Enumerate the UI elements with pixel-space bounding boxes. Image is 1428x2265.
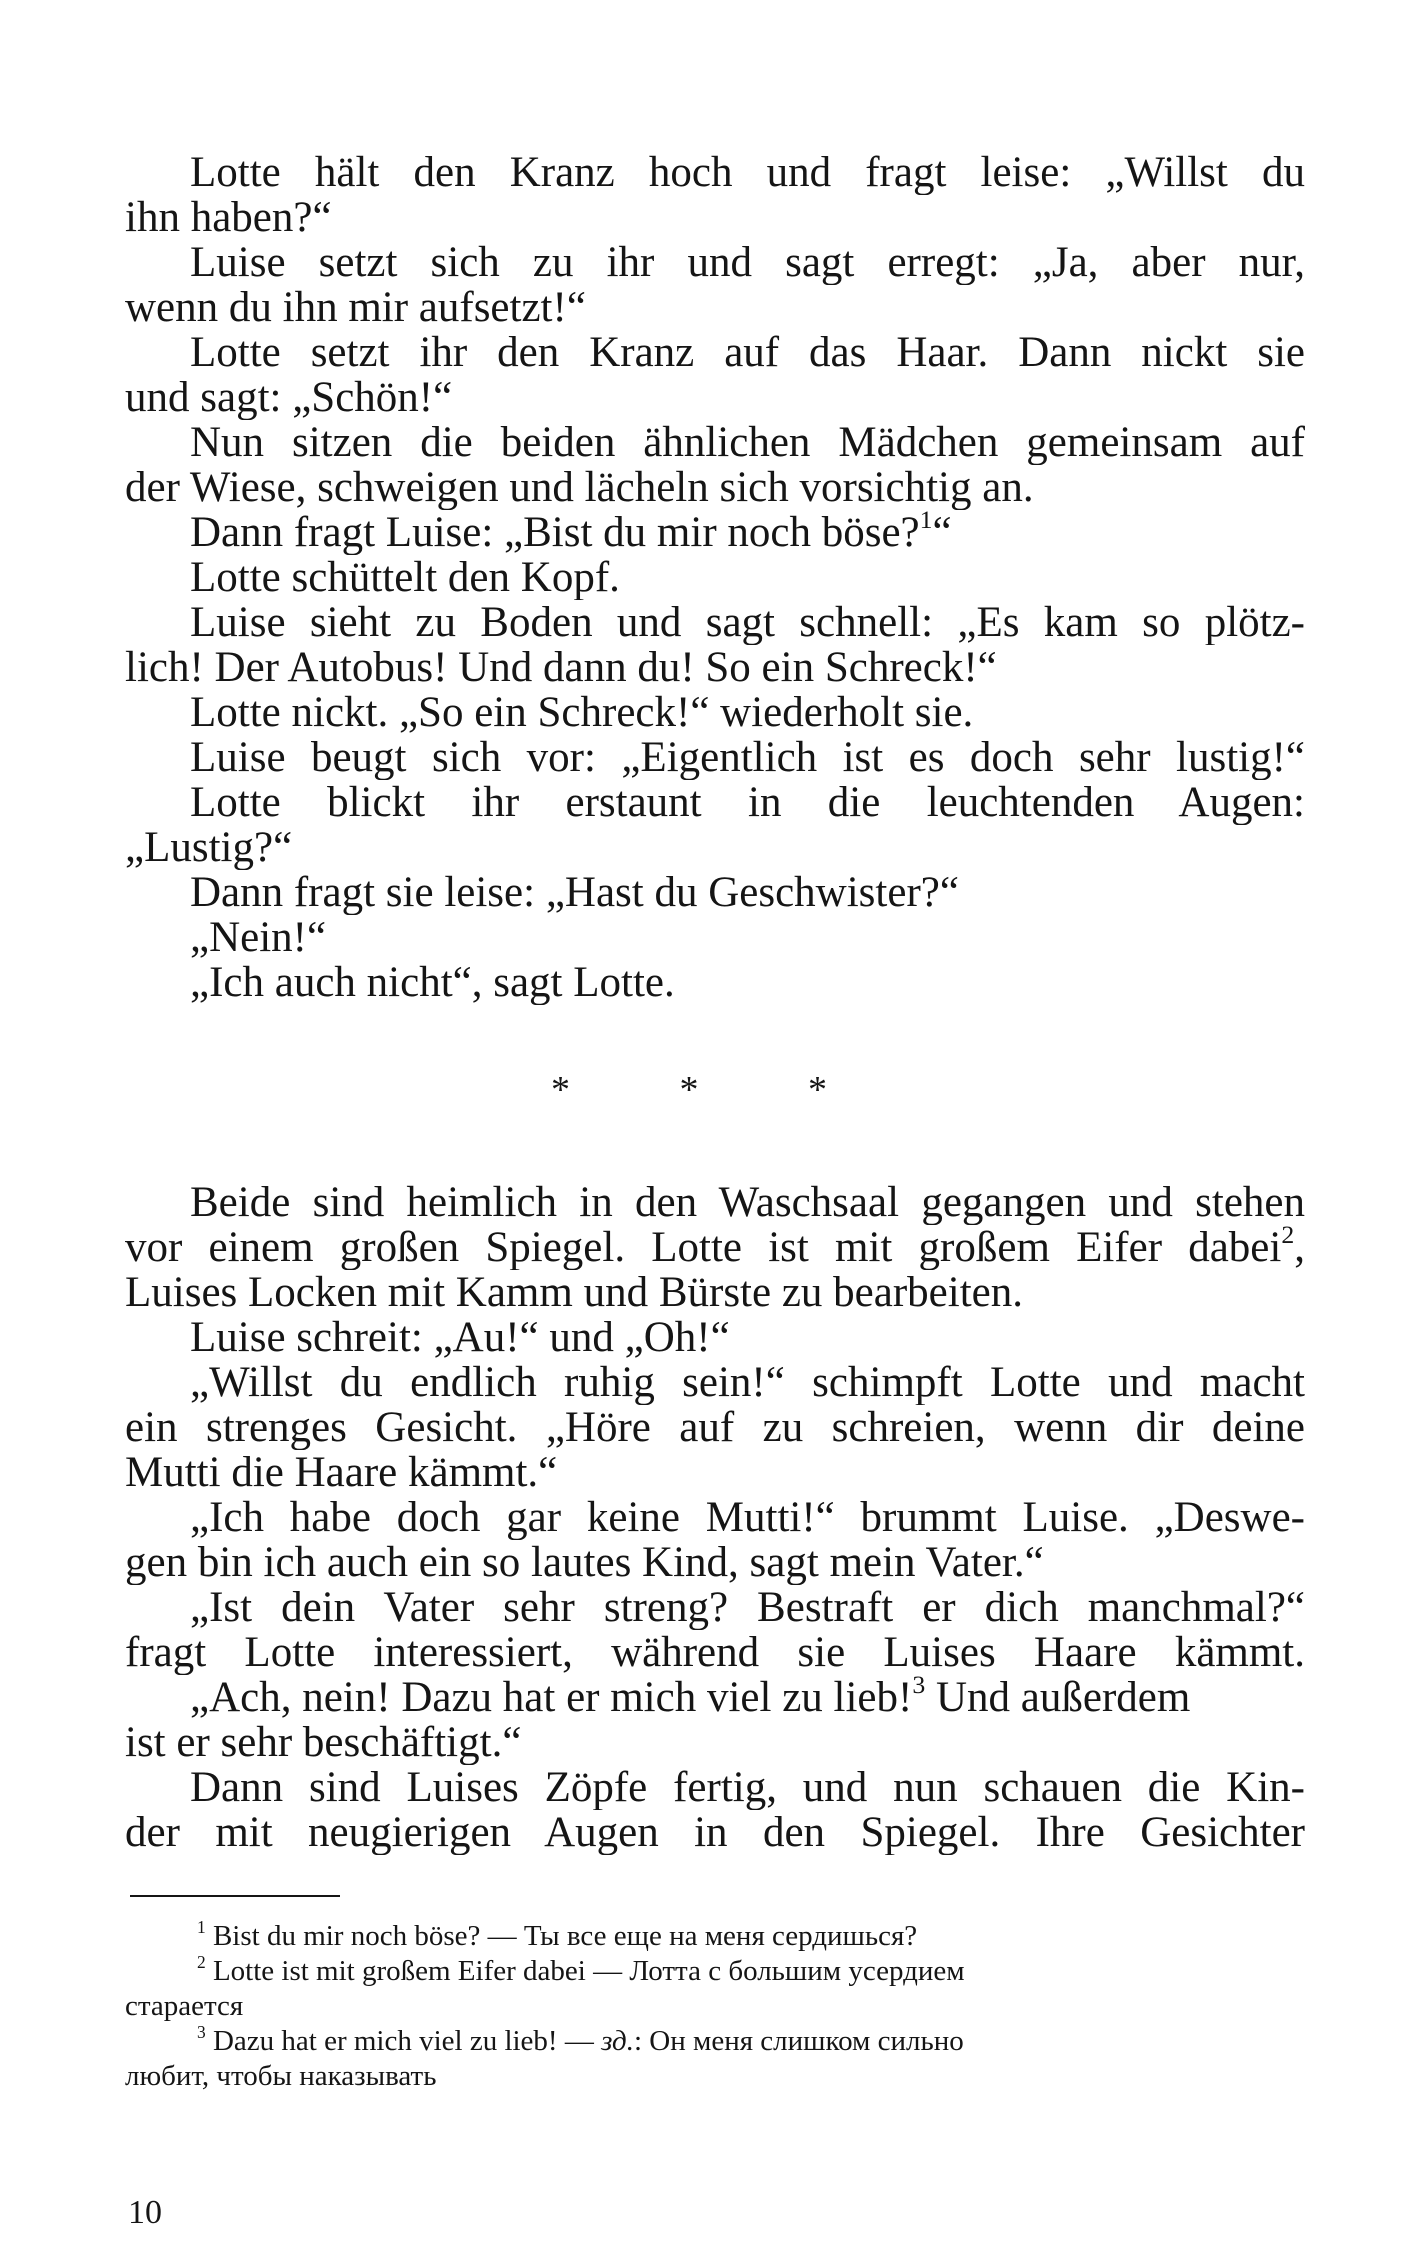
text-line: Nun sitzen die beiden ähnlichen Mädchen gemeinsam auf [190, 420, 1305, 465]
text-line: Luise setzt sich zu ihr und sagt erregt: „Ja, aber nur, [190, 240, 1305, 285]
text-line: „Ich habe doch gar keine Mutti!“ brummt Luise. „Deswe- [190, 1495, 1305, 1540]
footnote-text: Bist du mir noch böse? — Ты все еще на меня сердишься? [205, 1920, 918, 1952]
text-line [125, 1675, 1305, 1720]
text-line: Luise schreit: „Au!“ und „Oh!“ [190, 1315, 730, 1360]
footnote-abbreviation: зд. [601, 2025, 634, 2057]
text-line: Mutti die Haare kämmt.“ [125, 1450, 558, 1495]
text-line: wenn du ihn mir aufsetzt!“ [125, 285, 586, 330]
line-text: vor einem großen Spiegel. Lotte ist mit großem Eifer dabei [125, 1225, 1282, 1270]
footnote-rule [130, 1895, 340, 1897]
text-line: Lotte nickt. „So ein Schreck!“ wiederholt sie. [190, 690, 974, 735]
text-line: Luise beugt sich vor: „Eigentlich ist es doch sehr lustig!“ [190, 735, 1305, 780]
text-line: „Ich auch nicht“, sagt Lotte. [190, 960, 675, 1005]
text-line: ein strenges Gesicht. „Höre auf zu schreien, wenn dir deine [125, 1405, 1305, 1450]
footnote-text: : Он меня слишком сильно [633, 2025, 964, 2057]
text-line: der Wiese, schweigen und lächeln sich vorsichtig an. [125, 465, 1034, 510]
footnote-number: 2 [197, 1955, 206, 1972]
text-line: Lotte blickt ihr erstaunt in die leuchtenden Augen: [190, 780, 1305, 825]
text-line [125, 1225, 1305, 1270]
text-line [125, 510, 1305, 555]
text-line: Dann fragt sie leise: „Hast du Geschwister?“ [190, 870, 959, 915]
line-text: Dann fragt Luise: „Bist du mir noch böse? [190, 510, 920, 555]
footnote-text: Dazu hat er mich viel zu lieb! — [205, 2025, 602, 2057]
footnote-2 [125, 1955, 1305, 1987]
text-line: Beide sind heimlich in den Waschsaal gegangen und stehen [190, 1180, 1305, 1225]
footnote-text: Lotte ist mit großem Eifer dabei — Лотта с большим усердием [205, 1955, 965, 1987]
line-text: Und außerdem [925, 1675, 1191, 1720]
footnote-ref: 1 [919, 510, 933, 534]
line-text: , [1294, 1225, 1305, 1270]
text-line: Luises Locken mit Kamm und Bürste zu bearbeiten. [125, 1270, 1023, 1315]
text-line: „Ist dein Vater sehr streng? Bestraft er dich manchmal?“ [190, 1585, 1305, 1630]
footnote-1 [125, 1920, 1305, 1952]
footnote-2-continuation: старается [125, 1990, 244, 2022]
footnote-3 [125, 2025, 1305, 2057]
line-text: “ [932, 510, 952, 555]
text-line: ihn haben?“ [125, 195, 332, 240]
text-line: Dann sind Luises Zöpfe fertig, und nun schauen die Kin- [190, 1765, 1305, 1810]
text-line: „Willst du endlich ruhig sein!“ schimpft Lotte und macht [190, 1360, 1305, 1405]
line-text: „Ach, nein! Dazu hat er mich viel zu lieb! [190, 1675, 913, 1720]
text-line: Lotte hält den Kranz hoch und fragt leise: „Willst du [190, 150, 1305, 195]
text-line: gen bin ich auch ein so lautes Kind, sagt mein Vater.“ [125, 1540, 1044, 1585]
section-separator: * * * [551, 1069, 877, 1111]
text-line: lich! Der Autobus! Und dann du! So ein Schreck!“ [125, 645, 997, 690]
footnote-ref: 3 [912, 1675, 926, 1699]
text-line: ist er sehr beschäftigt.“ [125, 1720, 522, 1765]
text-line: fragt Lotte interessiert, während sie Luises Haare kämmt. [125, 1630, 1305, 1675]
text-line: „Lustig?“ [125, 825, 293, 870]
footnote-3-continuation: любит, чтобы наказывать [125, 2060, 437, 2092]
text-line: Lotte setzt ihr den Kranz auf das Haar. Dann nickt sie [190, 330, 1305, 375]
text-line: „Nein!“ [190, 915, 327, 960]
page-number: 10 [128, 2194, 162, 2231]
text-line: Luise sieht zu Boden und sagt schnell: „Es kam so plötz- [190, 600, 1305, 645]
text-line: und sagt: „Schön!“ [125, 375, 453, 420]
text-line: Lotte schüttelt den Kopf. [190, 555, 620, 600]
footnote-number: 1 [197, 1920, 206, 1937]
text-line: der mit neugierigen Augen in den Spiegel. Ihre Gesichter [125, 1810, 1305, 1855]
footnote-number: 3 [197, 2025, 206, 2042]
footnote-ref: 2 [1281, 1225, 1295, 1249]
